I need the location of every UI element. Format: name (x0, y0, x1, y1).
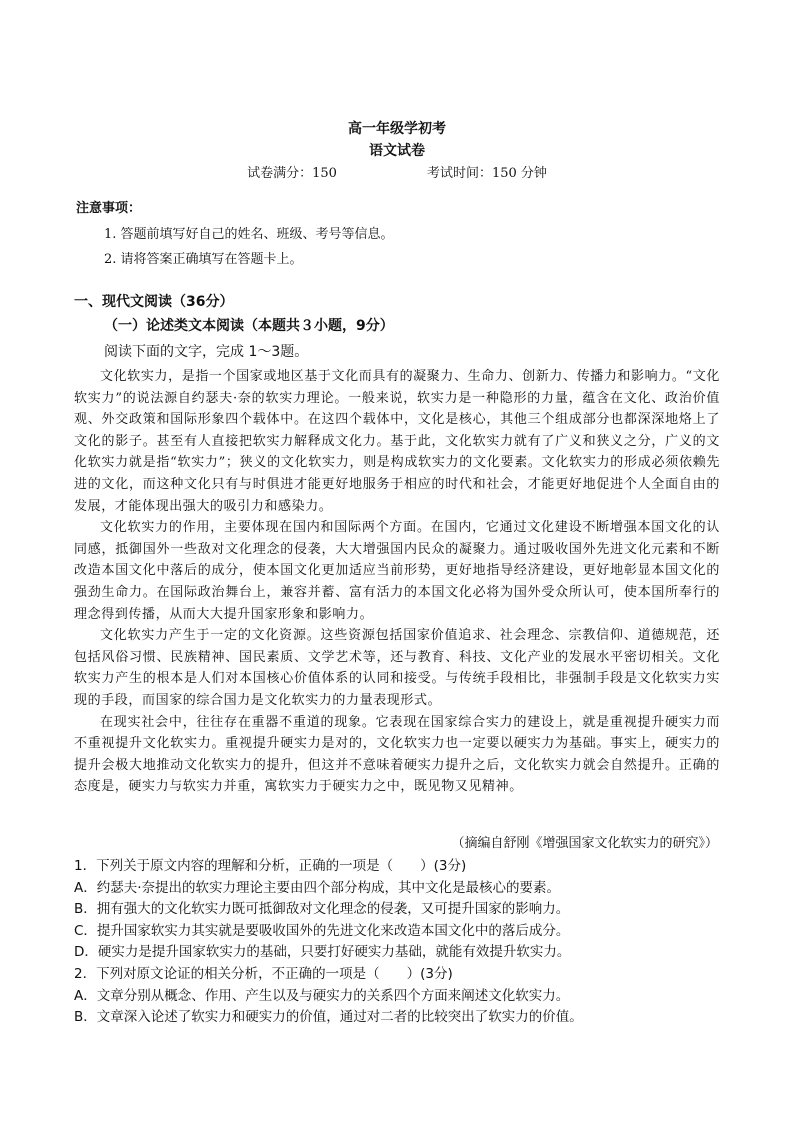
passage-paragraph: 文化软实力的作用，主要体现在国内和国际两个方面。在国内，它通过文化建设不断增强本国文化的认同感，抵御国外一些敌对文化理念的侵袭，大大增强国内民众的凝聚力。通过吸收国外先进文化元素和不断改造本国文化中落后的成分，使本国文化更加适应当前形势，更好地指导经济建设，更好地彰显本国文化的强劲生命力。在国际政治舞台上，兼容并蓄、富有活力的本国文化必将为国外受众所认可，使本国所奉行的理念得到传播，从而大大提升国家形象和影响力。 (74, 520, 720, 622)
exam-meta (0, 162, 794, 181)
passage-source: （摘编自舒刚《增强国家文化软实力的研究》） (451, 836, 718, 851)
question-option: B．拥有强大的文化软实力既可抵御敌对文化理念的侵袭，又可提升国家的影响力。 (74, 901, 570, 918)
exam-time: 考试时间：150 分钟 (426, 166, 547, 181)
passage-paragraph: 文化软实力产生于一定的文化资源。这些资源包括国家价值追求、社会理念、宗教信仰、道德规范，还包括风俗习惯、民族精神、国民素质、文学艺术等，还与教育、科技、文化产业的发展水平密切相关。文化软实力产生的根本是人们对本国核心价值体系的认同和接受。与传统手段相比，非强制手段是文化软实力实现的手段，而国家的综合国力是文化软实力的力量表现形式。 (74, 628, 720, 708)
question-list (74, 856, 734, 1029)
subsection-heading: （一）论述类文本阅读（本题共３小题，9分） (104, 318, 394, 334)
full-score: 试卷满分：150 (247, 166, 337, 181)
question-option: A．文章分别从概念、作用、产生以及与硬实力的关系四个方面来阐述文化软实力。 (74, 987, 570, 1004)
question-stem: 1．下列关于原文内容的理解和分析，正确的一项是（ ）(3分) (74, 858, 467, 874)
question-option: B．文章深入论述了软实力和硬实力的价值，通过对二者的比较突出了软实力的价值。 (74, 1009, 583, 1026)
question-option: D．硬实力是提升国家软实力的基础，只要打好硬实力基础，就能有效提升软实力。 (74, 944, 571, 961)
passage-paragraph: 在现实社会中，往往存在重器不重道的现象。它表现在国家综合实力的建设上，就是重视提升硬实力而不重视提升文化软实力。重视提升硬实力是对的，文化软实力也一定要以硬实力为基础。事实上，硬实力的提升会极大地推动文化软实力的提升，但这并不意味着硬实力提升之后，文化软实力就会自然提升。正确的态度是，硬实力与软实力并重，寓软实力于硬实力之中，既见物又见精神。 (74, 714, 720, 795)
passage-paragraph: 文化软实力，是指一个国家或地区基于文化而具有的凝聚力、生命力、创新力、传播力和影响力。“文化软实力”的说法源自约瑟夫·奈的软实力理论。一般来说，软实力是一种隐形的力量，蕴含在文化、政治价值观、外交政策和国际形象四个载体中。在这四个载体中，文化是核心，其他三个组成部分也都深深地烙上了文化的影子。甚至有人直接把软实力解释成文化力。基于此，文化软实力就有了广义和狭义之分，广义的文化软实力就是指“软实力”；狭义的文化软实力，则是构成软实力的文化要素。文化软实力的形成必须依赖先进的文化，而这种文化只有与时俱进才能更好地服务于相应的时代和社会，才能更好地促进个人全面自由的发展，才能体现出强大的吸引力和感染力。 (74, 369, 720, 514)
notice-heading: 注意事项： (76, 201, 142, 216)
question-stem: 2．下列对原文论证的相关分析，不正确的一项是（ ）(3分) (74, 965, 453, 982)
notice-item: 1. 答题前填写好自己的姓名、班级、考号等信息。 (104, 227, 394, 242)
subject-title: 语文试卷 (369, 143, 425, 159)
reading-passage (74, 366, 720, 798)
question-option: C．提升国家软实力其实就是要吸收国外的先进文化来改造本国文化中的落后成分。 (74, 922, 570, 939)
exam-title: 高一年级学初考 (348, 121, 446, 137)
section-heading: 一、现代文阅读（36分） (74, 294, 234, 310)
reading-instruction: 阅读下面的文字，完成 1～3题。 (104, 344, 309, 360)
question-option: A．约瑟夫·奈提出的软实力理论主要由四个部分构成，其中文化是最核心的要素。 (74, 879, 561, 896)
notice-item: 2. 请将答案正确填写在答题卡上。 (104, 252, 303, 267)
